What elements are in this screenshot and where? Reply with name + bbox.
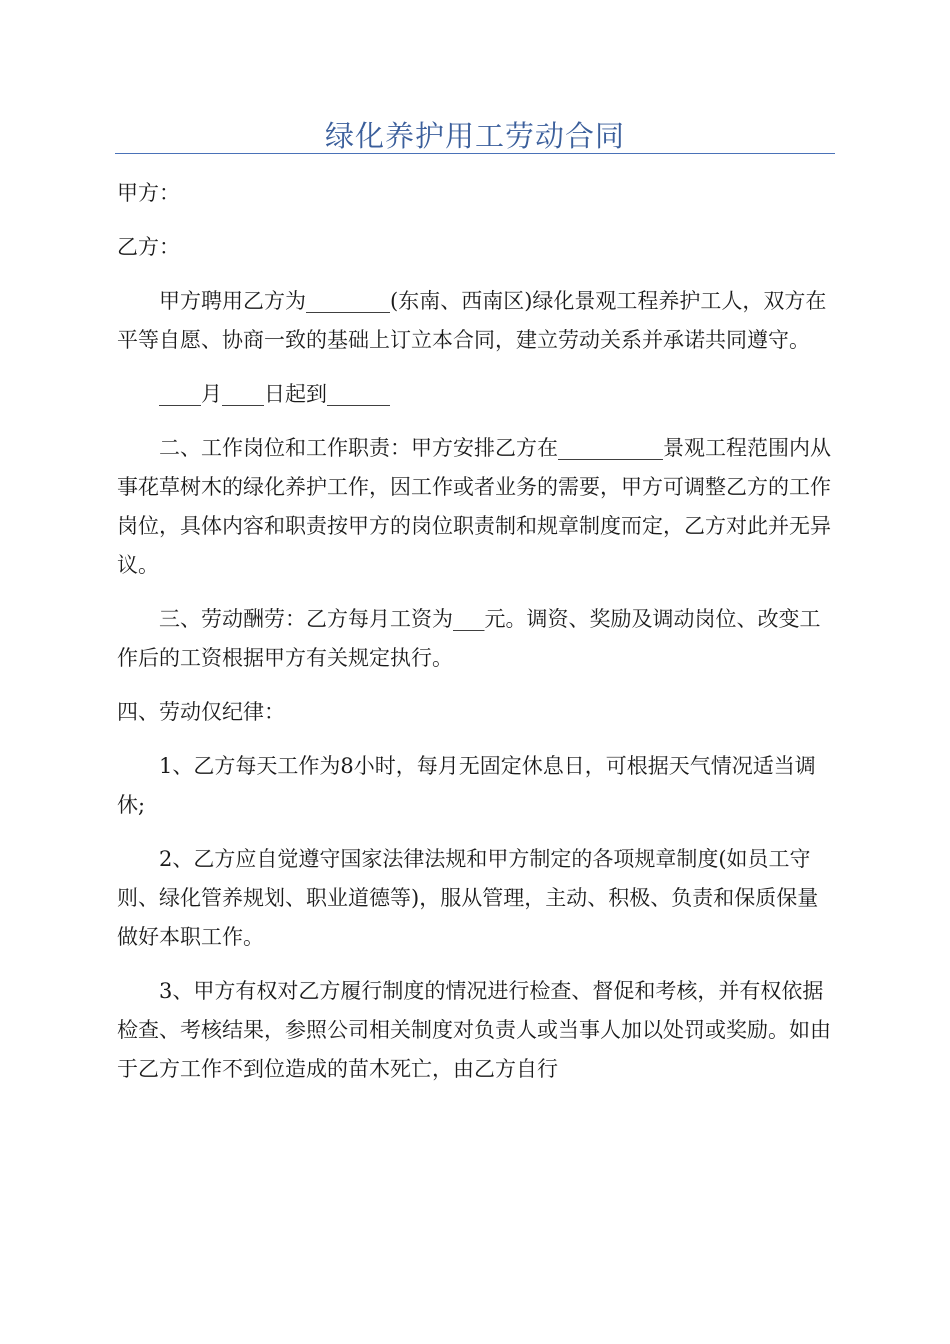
paragraph-item-3: 3、甲方有权对乙方履行制度的情况进行检查、督促和考核，并有权依据检查、考核结果，参照公司相关制度对负责人或当事人加以处罚或奖励。如由于乙方工作不到位造成的苗木死亡，由乙方自行 (117, 979, 831, 1081)
paragraph-item-1: 1、乙方每天工作为8小时，每月无固定休息日，可根据天气情况适当调休; (117, 754, 816, 817)
paragraph-section-2: 二、工作岗位和工作职责：甲方安排乙方在__________景观工程范围内从事花草树木的绿化养护工作，因工作或者业务的需要，甲方可调整乙方的工作岗位，具体内容和职责按甲方的岗位职责制和规章制度而定，乙方对此并无异议。 (117, 436, 831, 577)
document-body (117, 174, 833, 1104)
paragraph-term: ____月____日起到______ (159, 382, 390, 406)
title-underline (115, 153, 835, 154)
paragraph-item-2: 2、乙方应自觉遵守国家法律法规和甲方制定的各项规章制度(如员工守则、绿化管养规划、职业道德等)，服从管理，主动、积极、负责和保质保量做好本职工作。 (117, 847, 819, 949)
document-title: 绿化养护用工劳动合同 (324, 119, 625, 153)
paragraph-intro: 甲方聘用乙方为________(东南、西南区)绿化景观工程养护工人，双方在平等自愿、协商一致的基础上订立本合同，建立劳动关系并承诺共同遵守。 (117, 289, 827, 352)
party-b-line: 乙方： (117, 235, 180, 259)
paragraph-section-4-heading: 四、劳动仅纪律： (117, 700, 285, 724)
paragraph-section-3: 三、劳动酬劳：乙方每月工资为___元。调资、奖励及调动岗位、改变工作后的工资根据甲方有关规定执行。 (117, 607, 821, 670)
party-a-line: 甲方： (117, 181, 180, 205)
